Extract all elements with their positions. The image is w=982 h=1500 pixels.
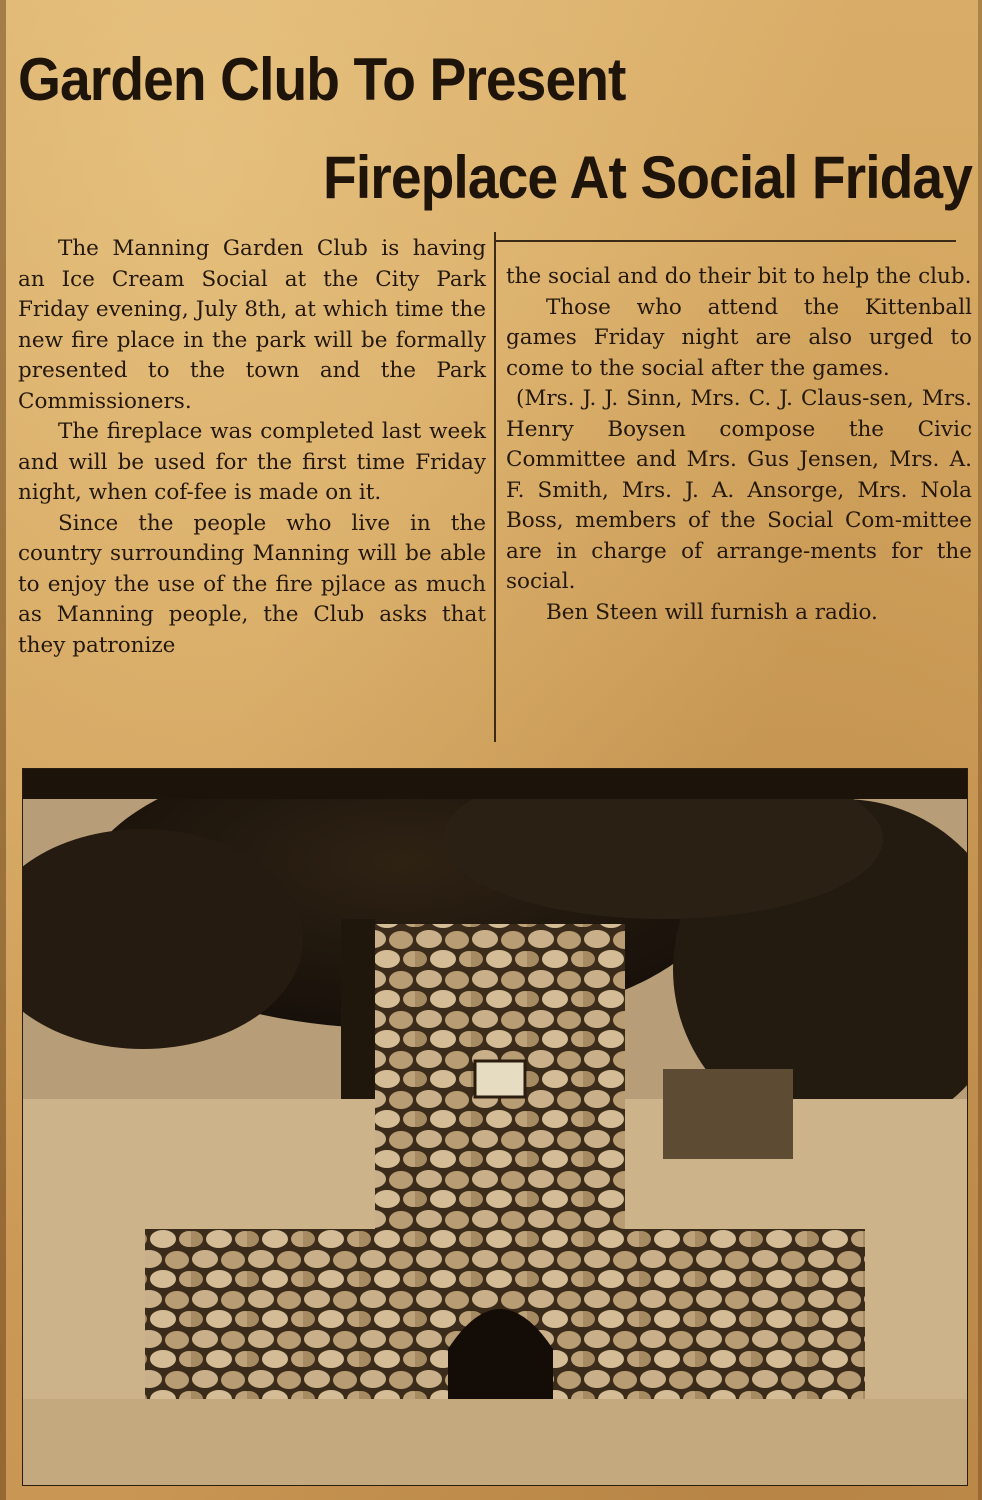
paragraph: The Manning Garden Club is having an Ice Cream Social at the City Park Friday evening, July 8th, at which time the new fire place in the park will be formally presented to the town and the Park Commissioners. [18, 236, 486, 414]
column-top-rule [494, 240, 956, 242]
paragraph: Since the people who live in the country surrounding Manning will be able to enjoy the use of the fire pjlace as much as Manning people, the Club asks that they patronize [18, 510, 486, 658]
paragraph: Ben Steen will furnish a radio. [546, 599, 878, 625]
headline-line-2: Fireplace At Social Friday [323, 144, 972, 211]
headline [18, 44, 972, 214]
headline-line-1: Garden Club To Present [18, 46, 626, 113]
photo-illustration [23, 769, 967, 1485]
column-divider [494, 232, 496, 742]
paragraph: (Mrs. J. J. Sinn, Mrs. C. J. Claus-sen, Mrs. Henry Boysen compose the Civic Committee and Mrs. Gus Jensen, Mrs. A. F. Smith, Mrs. J. A. Ansorge, Mrs. Nola Boss, members of the Social Com-mittee are in charge of arrange-ments for the social. [506, 386, 972, 594]
article-column-1 [18, 234, 486, 661]
paragraph: Those who attend the Kittenball games Friday night are also urged to come to the social after the games. [506, 294, 972, 381]
paragraph: The fireplace was completed last week and will be used for the first time Friday night, when cof-fee is made on it. [18, 419, 486, 505]
article-column-2 [506, 262, 972, 628]
paragraph: the social and do their bit to help the club. [506, 264, 972, 289]
stone-fireplace-photo [22, 768, 968, 1486]
